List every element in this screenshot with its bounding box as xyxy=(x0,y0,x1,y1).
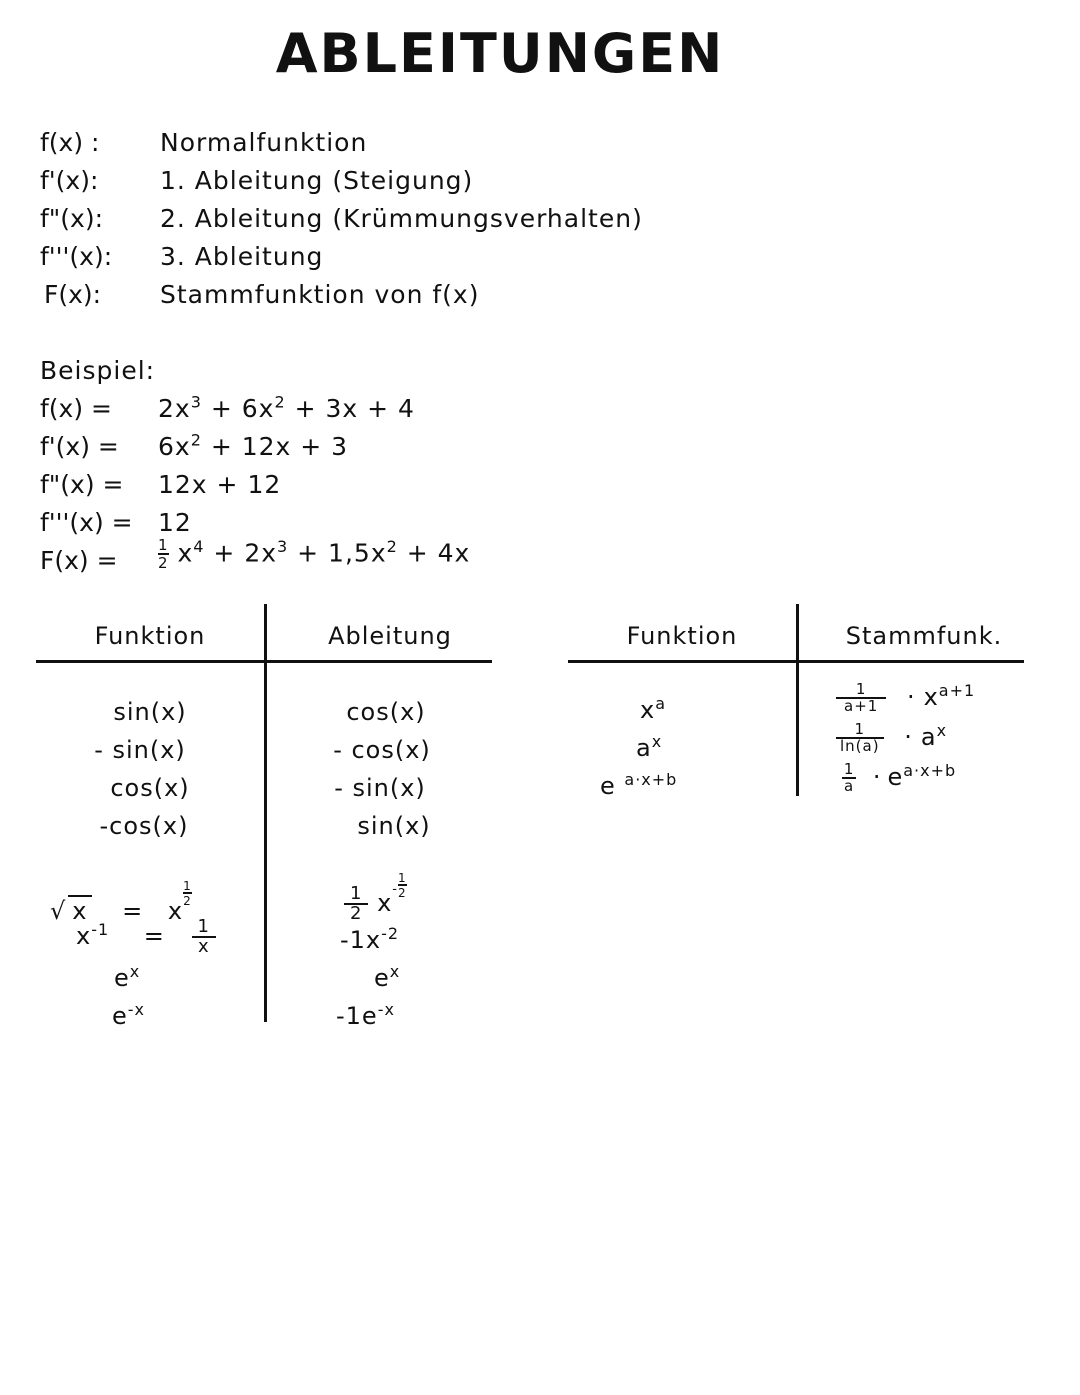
example-expression: 12x + 12 xyxy=(158,470,282,499)
example-expression: $6x^2 + 12x + 3$ xyxy=(158,430,349,461)
table-header-function: Funktion xyxy=(94,622,206,650)
example-label: f'''(x) = xyxy=(40,508,133,537)
table-cell-function: $e^{-x}$ xyxy=(112,1000,146,1030)
fraction: $\frac{1}{a}$ xyxy=(843,760,855,795)
table-cell-function: $e^x$ xyxy=(114,962,141,992)
table-cell-derivative: - cos(x) xyxy=(333,736,431,764)
table-cell-derivative: sin(x) xyxy=(357,812,431,840)
definition-label: f"(x): xyxy=(40,204,104,233)
definition-label: F(x): xyxy=(44,280,102,309)
table-header-derivative: Ableitung xyxy=(328,622,452,650)
table-cell-derivative: $\frac{1}{2}$ x- $\frac{1}{2}$ xyxy=(344,872,407,923)
example-heading: Beispiel: xyxy=(40,356,156,385)
table-cell-derivative: cos(x) xyxy=(346,698,426,726)
example-expression: $\frac{1}{2}$ $x^4 + 2x^3 + 1,5x^2 + 4x$ xyxy=(158,536,471,572)
fraction: $\frac{1}{\ln(a)}$ xyxy=(836,722,884,754)
definition-label: f'''(x): xyxy=(40,242,113,271)
fraction: $\frac{1}{2}$ xyxy=(183,879,192,908)
example-label: F(x) = xyxy=(40,546,118,575)
table-cell-function: $x^{-1}$ = $\frac{1}{x}$ xyxy=(76,918,216,956)
example-label: f'(x) = xyxy=(40,432,119,461)
table-cell-antiderivative: $\frac{1}{a+1}$ · $x^{a+1}$ xyxy=(836,682,975,714)
fraction: $\frac{1}{x}$ xyxy=(192,918,216,956)
table-cell-function: $x^a$ xyxy=(640,694,667,724)
table-column-divider xyxy=(264,604,267,1022)
fraction: $\frac{1}{2}$ xyxy=(158,536,169,572)
table-cell-function: - sin(x) xyxy=(94,736,186,764)
definition-text: Normalfunktion xyxy=(160,128,368,157)
page-title: ABLEITUNGEN xyxy=(275,22,725,85)
table-cell-antiderivative: $\frac{1}{a}$ · $e^{a\cdot x+b}$ xyxy=(843,760,957,795)
table-cell-derivative: $e^x$ xyxy=(374,962,401,992)
table-cell-derivative: $-1e^{-x}$ xyxy=(336,1000,395,1030)
fraction: $\frac{1}{2}$ xyxy=(398,871,407,900)
table-cell-function: cos(x) xyxy=(110,774,190,802)
table-cell-derivative: $-1x^{-2}$ xyxy=(340,924,400,954)
table-cell-antiderivative: $\frac{1}{\ln(a)}$ · $a^x$ xyxy=(836,722,947,754)
definition-label: f(x) : xyxy=(40,128,100,157)
definition-text: Stammfunktion von f(x) xyxy=(160,280,480,309)
fraction: $\frac{1}{a+1}$ xyxy=(836,682,886,714)
table-cell-derivative: - sin(x) xyxy=(334,774,426,802)
table-header-function: Funktion xyxy=(626,622,738,650)
table-cell-function: e $^{a\cdot x+b}$ xyxy=(600,770,678,800)
table-cell-function: $a^x$ xyxy=(636,732,663,762)
definition-text: 1. Ableitung (Steigung) xyxy=(160,166,474,195)
definition-text: 2. Ableitung (Krümmungsverhalten) xyxy=(160,204,643,233)
table-cell-function: -cos(x) xyxy=(99,812,189,840)
example-expression: 12 xyxy=(158,508,192,537)
table-header-antiderivative: Stammfunk. xyxy=(845,622,1003,650)
table-column-divider xyxy=(796,604,799,796)
table-cell-function: sin(x) xyxy=(113,698,187,726)
sqrt-icon: √ xyxy=(50,897,67,925)
example-expression: $2x^3 + 6x^2 + 3x + 4$ xyxy=(158,392,415,423)
example-label: f(x) = xyxy=(40,394,112,423)
example-label: f"(x) = xyxy=(40,470,124,499)
definition-text: 3. Ableitung xyxy=(160,242,324,271)
table-cell-function: √ x = x $\frac{1}{2}$ xyxy=(50,879,192,925)
definition-label: f'(x): xyxy=(40,166,99,195)
fraction: $\frac{1}{2}$ xyxy=(344,885,368,923)
